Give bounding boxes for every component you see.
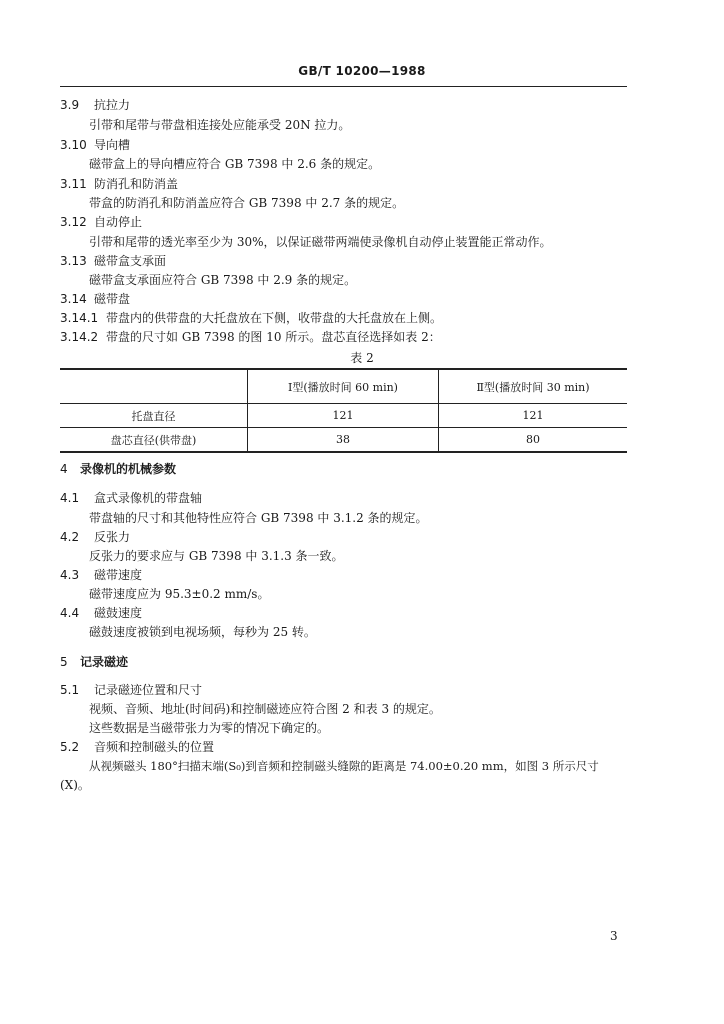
- clause-text: 磁鼓速度被锁到电视场频，每秒为 25 转。: [89, 625, 316, 639]
- clause-text: 带盘轴的尺寸和其他特性应符合 GB 7398 中 3.1.2 条的规定。: [89, 511, 428, 525]
- section-heading: [60, 462, 176, 476]
- clause-number: 4.1: [60, 491, 80, 505]
- table-header-cell: [60, 369, 248, 404]
- clause-heading: [60, 568, 142, 582]
- clause-heading: [60, 254, 166, 268]
- clause-title: 磁带盒支承面: [94, 254, 167, 268]
- page-number: 3: [610, 929, 618, 943]
- clause-number: 4.4: [60, 606, 80, 620]
- table-cell: 盘芯直径(供带盘): [60, 428, 248, 453]
- section-number: 4: [60, 462, 68, 476]
- clause-text: 反张力的要求应与 GB 7398 中 3.1.3 条一致。: [89, 549, 344, 563]
- table-cell: 托盘直径: [60, 404, 248, 428]
- clause-heading: [60, 683, 202, 697]
- section-title: 录像机的机械参数: [80, 462, 177, 476]
- clause-number: 4.3: [60, 568, 80, 582]
- clause-title: 盒式录像机的带盘轴: [94, 491, 203, 505]
- clause-number: 3.13: [60, 254, 87, 268]
- clause-title: 防消孔和防消盖: [94, 177, 179, 191]
- clause-text: 带盒的防消孔和防消盖应符合 GB 7398 中 2.7 条的规定。: [89, 196, 405, 210]
- clause-text: 磁带速度应为 95.3±0.2 mm/s。: [89, 587, 270, 601]
- clause-title: 磁鼓速度: [94, 606, 143, 620]
- section-number: 5: [60, 655, 68, 669]
- clause-text: 带盘的尺寸如 GB 7398 的图 10 所示。盘芯直径选择如表 2：: [106, 330, 441, 344]
- table-header-cell: Ⅰ型(播放时间 60 min): [248, 369, 439, 404]
- clause-title: 音频和控制磁头的位置: [94, 740, 215, 754]
- clause-text: 从视频磁头 180°扫描末端(S₀)到音频和控制磁头缝隙的距离是 74.00±0.20 mm，如图 3 所示尺寸: [89, 759, 599, 773]
- clause-number: 5.1: [60, 683, 80, 697]
- clause-heading: [60, 98, 130, 112]
- clause-text: 磁带盒支承面应符合 GB 7398 中 2.9 条的规定。: [89, 273, 357, 287]
- clause-heading: [60, 138, 130, 152]
- clause-text: 这些数据是当磁带张力为零的情况下确定的。: [89, 721, 330, 735]
- clause-title: 导向槽: [94, 138, 131, 152]
- clause-title: 记录磁迹位置和尺寸: [94, 683, 203, 697]
- section-heading: [60, 655, 128, 669]
- clause-title: 抗拉力: [94, 98, 131, 112]
- clause-number: 3.14.2: [60, 330, 99, 344]
- clause-text: 引带和尾带与带盘相连接处应能承受 20N 拉力。: [89, 118, 351, 132]
- table-cell: 121: [248, 404, 439, 428]
- header-rule: [60, 86, 627, 87]
- table-cell: 38: [248, 428, 439, 453]
- clause-text: 带盘内的供带盘的大托盘放在下侧，收带盘的大托盘放在上侧。: [106, 311, 443, 325]
- clause-title: 自动停止: [94, 215, 143, 229]
- table-2: [60, 368, 627, 453]
- table-caption: 表 2: [350, 351, 374, 365]
- clause-number: 3.9: [60, 98, 80, 112]
- clause-number: 5.2: [60, 740, 80, 754]
- clause-text: 视频、音频、地址(时间码)和控制磁迹应符合图 2 和表 3 的规定。: [89, 702, 441, 716]
- clause-heading: [60, 292, 130, 306]
- table-row: [60, 428, 627, 453]
- clause-heading: [60, 491, 202, 505]
- table-header-row: [60, 369, 627, 404]
- section-title: 记录磁迹: [80, 655, 129, 669]
- subclause: [60, 330, 441, 344]
- subclause: [60, 311, 442, 325]
- table-cell: 121: [439, 404, 628, 428]
- clause-heading: [60, 530, 130, 544]
- clause-text: 引带和尾带的透光率至少为 30%，以保证磁带两端使录像机自动停止装置能正常动作。: [89, 235, 552, 249]
- table-header-cell: Ⅱ型(播放时间 30 min): [439, 369, 628, 404]
- standard-header: GB/T 10200—1988: [298, 64, 426, 78]
- clause-number: 4.2: [60, 530, 80, 544]
- clause-number: 3.12: [60, 215, 87, 229]
- clause-title: 磁带盘: [94, 292, 131, 306]
- clause-title: 磁带速度: [94, 568, 143, 582]
- clause-number: 3.14.1: [60, 311, 99, 325]
- clause-number: 3.10: [60, 138, 87, 152]
- clause-heading: [60, 215, 142, 229]
- clause-heading: [60, 177, 178, 191]
- clause-text: 磁带盒上的导向槽应符合 GB 7398 中 2.6 条的规定。: [89, 157, 381, 171]
- clause-heading: [60, 740, 214, 754]
- clause-number: 3.14: [60, 292, 87, 306]
- clause-text-continued: (X)。: [60, 778, 90, 792]
- table-row: [60, 404, 627, 428]
- clause-heading: [60, 606, 142, 620]
- clause-title: 反张力: [94, 530, 131, 544]
- table-cell: 80: [439, 428, 628, 453]
- clause-number: 3.11: [60, 177, 87, 191]
